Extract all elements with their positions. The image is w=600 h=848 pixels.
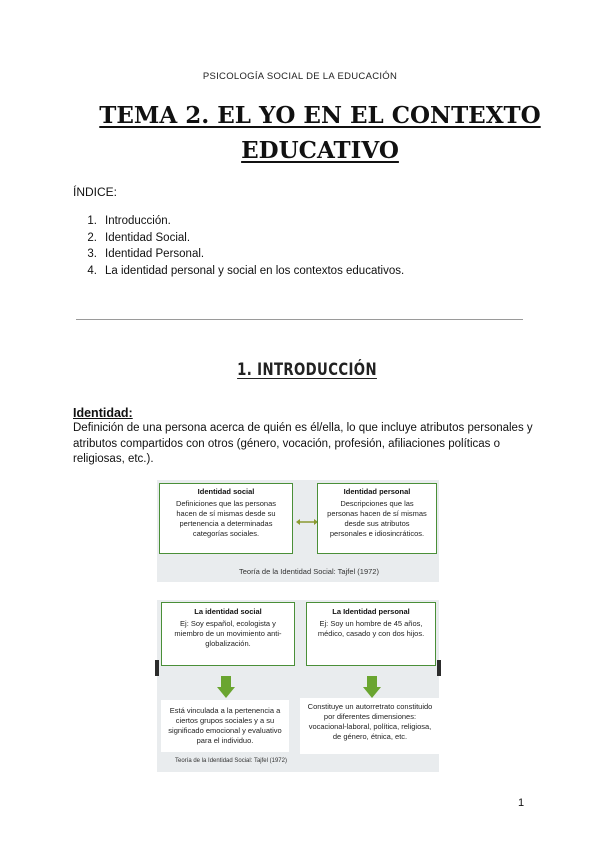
title-line-2: EDUCATIVO	[241, 137, 399, 164]
personal-identity-note: Constituye un autorretrato constituido por diferentes dimensiones: vocacional-laboral, política, religiosa, de género, étnica, etc.	[300, 698, 440, 754]
section-divider	[76, 319, 523, 320]
down-arrow-icon	[363, 676, 381, 698]
title-line-1: TEMA 2. EL YO EN EL CONTEXTO	[99, 102, 541, 129]
social-identity-title: La identidad social	[194, 607, 262, 616]
personal-identity-text: Descripciones que las personas hacen de sí mismas desde sus atributos personales e idiosincráticos.	[327, 499, 427, 538]
personal-identity-example: Ej: Soy un hombre de 45 años, médico, casado y con dos hijos.	[317, 619, 425, 638]
index-item: 4. La identidad personal y social en los contextos educativos.	[87, 264, 405, 277]
document-title	[60, 98, 580, 168]
social-identity-title: Identidad social	[197, 487, 255, 496]
identidad-heading: Identidad:	[73, 406, 133, 420]
down-arrow-icon	[217, 676, 235, 698]
course-header: PSICOLOGÍA SOCIAL DE LA EDUCACIÓN	[202, 71, 398, 82]
identidad-definition: Definición de una persona acerca de quién es él/ella, lo que incluye atributos personales y atributos compartidos con otros (género, vocación, profesión, afiliaciones políticas o religiosas, etc.).	[73, 422, 533, 465]
figure-caption: Teoría de la Identidad Social: Tajfel (1972)	[175, 758, 287, 764]
slide-edge-mark	[155, 660, 159, 676]
index-item: 2. Identidad Social.	[87, 231, 191, 244]
personal-identity-title: La Identidad personal	[332, 607, 410, 616]
index-item: 1. Introducción.	[87, 215, 171, 227]
index-list	[73, 213, 404, 279]
identity-diagram-2	[157, 600, 439, 772]
figure-caption: Teoría de la Identidad Social: Tajfel (1972)	[239, 567, 379, 576]
social-identity-text: Definiciones que las personas hacen de sí mismas desde su pertenencia a determinadas categorías sociales.	[175, 499, 277, 538]
personal-identity-title: Identidad personal	[343, 487, 411, 496]
double-arrow-icon	[296, 518, 318, 526]
identity-diagram-1	[157, 480, 439, 582]
social-identity-box	[159, 483, 293, 554]
page-number: 1	[518, 797, 525, 809]
slide-edge-mark	[437, 660, 441, 676]
social-identity-box	[161, 602, 295, 666]
personal-identity-box	[317, 483, 437, 554]
personal-identity-box	[306, 602, 436, 666]
index-label: ÍNDICE:	[73, 185, 118, 199]
index-item: 3. Identidad Personal.	[87, 248, 205, 260]
social-identity-example: Ej: Soy español, ecologista y miembro de un movimiento anti-globalización.	[174, 619, 282, 648]
social-identity-note: Está vinculada a la pertenencia a ciertos grupos sociales y a su significado emocional y evaluativo para el individuo.	[161, 700, 289, 752]
section-title: 1. INTRODUCCIÓN	[237, 360, 377, 380]
